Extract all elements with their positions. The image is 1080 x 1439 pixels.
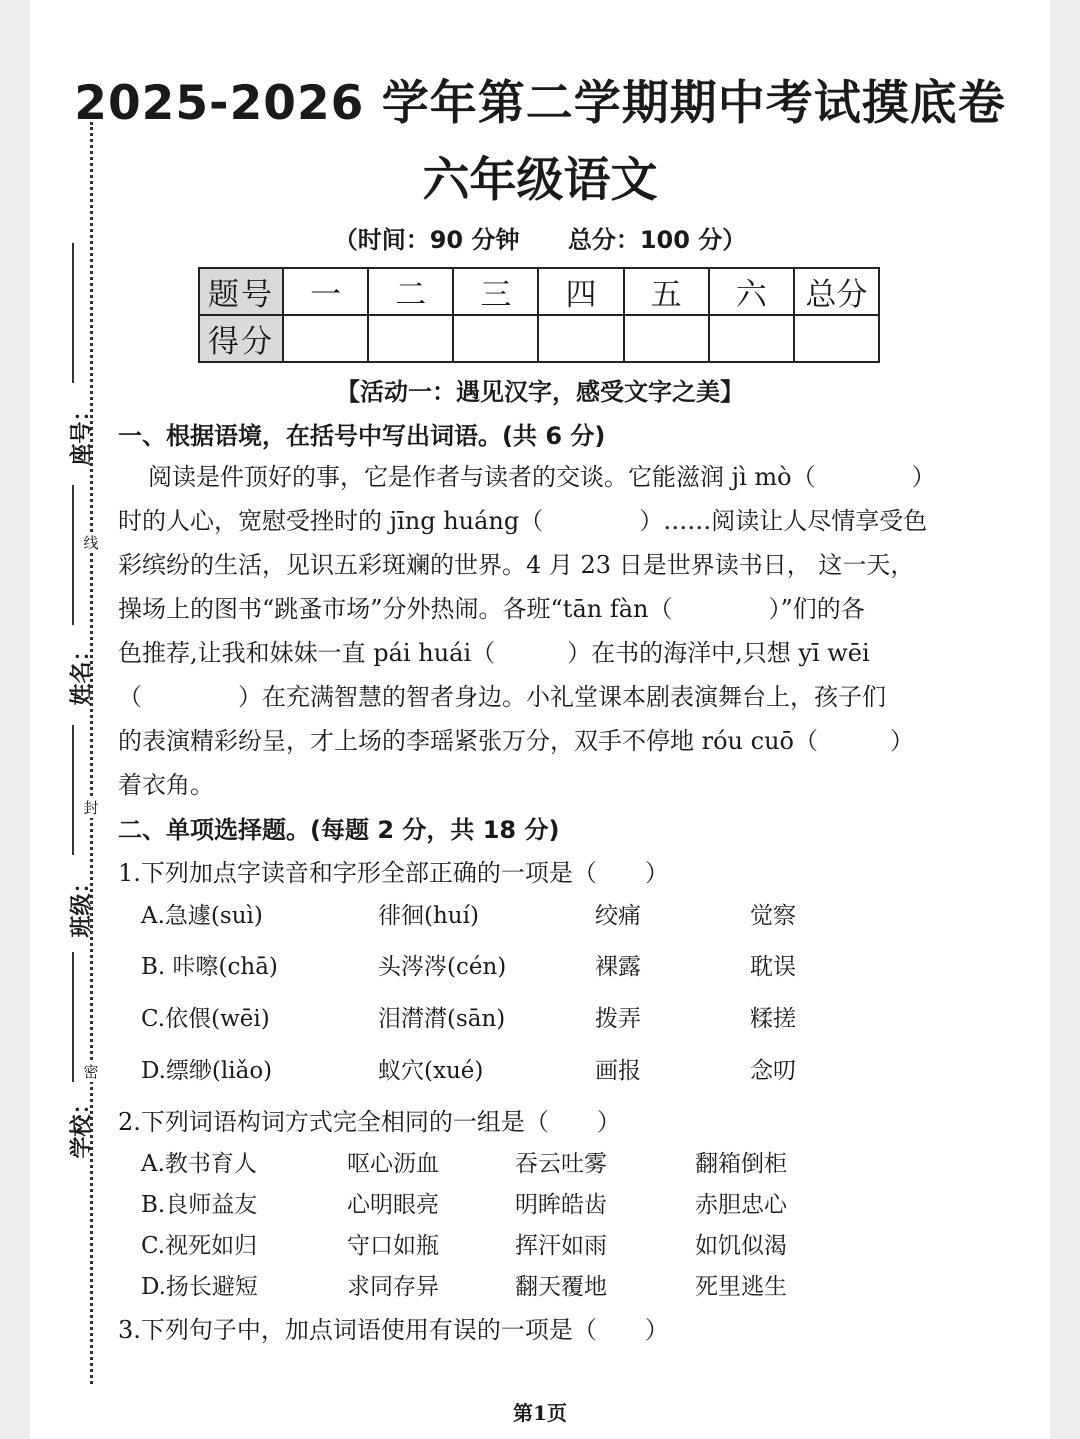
score-cell-5: 五	[624, 268, 709, 315]
score-input-5[interactable]	[624, 315, 709, 362]
score-cell-2: 二	[368, 268, 453, 315]
q1-option-a-2: 徘徊(huí)	[378, 903, 479, 929]
passage-line: 操场上的图书“跳蚤市场”分外热闹。各班“tān fàn（ ）”们的各	[118, 595, 865, 623]
section2-heading: 二、单项选择题。(每题 2 分，共 18 分)	[118, 816, 560, 844]
q2-option-b-1: B.良师益友	[141, 1192, 258, 1218]
q1-option-a-3: 绞痛	[595, 903, 641, 929]
score-input-total[interactable]	[794, 315, 879, 362]
school-label: 学校：	[69, 1092, 95, 1159]
q1-option-b-2: 头涔涔(cén)	[378, 954, 507, 980]
q1-option-a-4: 觉察	[750, 903, 796, 929]
q2-option-c-4: 如饥似渴	[695, 1233, 787, 1259]
score-input-2[interactable]	[368, 315, 453, 362]
q2-option-c-1: C.视死如归	[141, 1233, 258, 1259]
score-table	[198, 267, 880, 363]
score-cell-6: 六	[709, 268, 794, 315]
binding-dotted-line	[90, 122, 93, 1384]
passage-line: 彩缤纷的生活，见识五彩斑斓的世界。4 月 23 日是世界读书日， 这一天，	[118, 551, 915, 579]
passage-line: 时的人心，宽慰受挫时的 jīng huáng（ ）……阅读让人尽情享受色	[118, 507, 928, 535]
score-input-6[interactable]	[709, 315, 794, 362]
binding-mark-secret: 密	[83, 1063, 99, 1081]
q2-option-c-3: 挥汗如雨	[515, 1233, 607, 1259]
passage-line: 阅读是件顶好的事，它是作者与读者的交谈。它能滋润 jì mò（ ）	[148, 463, 936, 491]
q2-option-a-3: 吞云吐雾	[515, 1151, 607, 1177]
score-cell-total: 总分	[794, 268, 879, 315]
section1-passage	[118, 455, 990, 807]
score-input-3[interactable]	[453, 315, 538, 362]
q1-option-b-3: 裸露	[595, 954, 641, 980]
passage-line: 色推荐,让我和妹妹一直 pái huái（ ）在书的海洋中,只想 yī wēi	[118, 639, 870, 667]
q1-option-c-1: C.依偎(wēi)	[141, 1006, 270, 1032]
q1-option-b-4: 耽误	[750, 954, 796, 980]
passage-line: （ ）在充满智慧的智者身边。小礼堂课本剧表演舞台上，孩子们	[118, 683, 886, 711]
q1-option-d-1: D.缥缈(liǎo)	[141, 1058, 273, 1084]
q2-option-b-4: 赤胆忠心	[695, 1192, 787, 1218]
score-cell-1: 一	[283, 268, 368, 315]
q2-option-d-3: 翻天覆地	[515, 1274, 607, 1300]
section1-heading: 一、根据语境，在括号中写出词语。(共 6 分)	[118, 422, 606, 450]
q1-option-d-4: 念叨	[750, 1058, 796, 1084]
q1-option-c-2: 泪潸潸(sān)	[378, 1006, 506, 1032]
q1-option-b-1: B. 咔嚓(chā)	[141, 954, 278, 980]
q1-option-c-3: 拨弄	[595, 1006, 641, 1032]
q2-option-b-2: 心明眼亮	[347, 1192, 439, 1218]
q2-option-a-2: 呕心沥血	[347, 1151, 439, 1177]
score-table-header-row	[199, 268, 879, 315]
q2-option-d-2: 求同存异	[347, 1274, 439, 1300]
q2-option-d-4: 死里逃生	[695, 1274, 787, 1300]
q2-option-a-4: 翻箱倒柜	[695, 1151, 787, 1177]
question-3-stem: 3.下列句子中，加点词语使用有误的一项是（ ）	[118, 1316, 669, 1344]
score-cell-3: 三	[453, 268, 538, 315]
passage-line: 着衣角。	[118, 771, 214, 799]
exam-time: （时间：90 分钟	[333, 226, 520, 254]
exam-title: 2025-2026 学年第二学期期中考试摸底卷	[74, 76, 1006, 131]
score-row-label: 得分	[199, 315, 283, 362]
name-label: 姓名：	[69, 639, 95, 706]
page-number: 第1页	[513, 1401, 567, 1425]
question-2-stem: 2.下列词语构词方式完全相同的一组是（ ）	[118, 1108, 621, 1136]
class-rule	[72, 725, 74, 855]
q1-option-d-3: 画报	[595, 1058, 641, 1084]
score-cell-label: 题号	[199, 268, 283, 315]
exam-subtitle: 六年级语文	[422, 153, 658, 208]
q1-option-a-1: A.急遽(suì)	[141, 903, 263, 929]
class-label: 班级：	[69, 871, 95, 938]
score-input-4[interactable]	[538, 315, 623, 362]
q2-option-d-1: D.扬长避短	[141, 1274, 258, 1300]
q2-option-c-2: 守口如瓶	[347, 1233, 439, 1259]
q1-option-d-2: 蚁穴(xué)	[378, 1058, 484, 1084]
question-1-stem: 1.下列加点字读音和字形全部正确的一项是（ ）	[118, 859, 669, 887]
exam-meta	[0, 220, 1080, 255]
score-input-1[interactable]	[283, 315, 368, 362]
binding-mark-seal: 封	[83, 799, 99, 817]
score-table-score-row	[199, 315, 879, 362]
exam-total: 总分：100 分）	[567, 226, 747, 254]
passage-line: 的表演精彩纷呈，才上场的李瑶紧张万分，双手不停地 róu cuō（ ）	[118, 727, 914, 755]
seat-number-rule	[72, 243, 74, 383]
q2-option-a-1: A.教书育人	[141, 1151, 257, 1177]
q1-option-c-4: 糅搓	[750, 1006, 796, 1032]
seat-number-label: 座号：	[69, 399, 95, 466]
name-rule	[72, 485, 74, 625]
q2-option-b-3: 明眸皓齿	[515, 1192, 607, 1218]
binding-mark-line: 线	[83, 534, 99, 552]
score-cell-4: 四	[538, 268, 623, 315]
activity-heading: 【活动一：遇见汉字，感受文字之美】	[336, 378, 744, 406]
school-rule	[72, 952, 74, 1082]
